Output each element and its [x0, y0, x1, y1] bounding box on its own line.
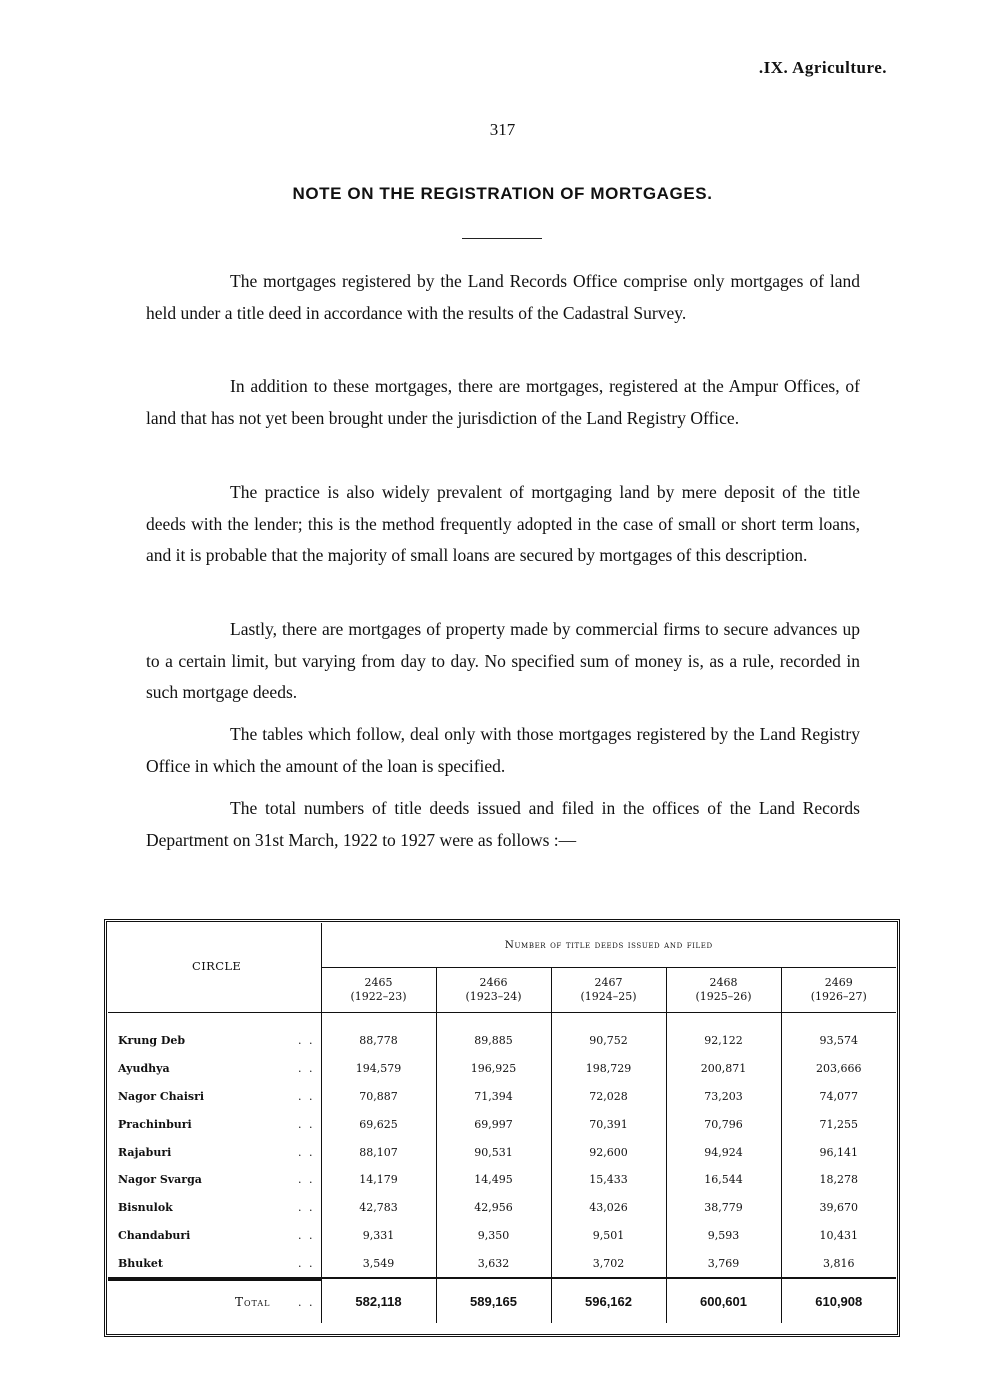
value-cell: 39,670	[781, 1194, 896, 1222]
year-column-header	[321, 968, 436, 1013]
circle-cell	[108, 1110, 321, 1138]
circle-cell	[108, 1194, 321, 1222]
value-cell: 3,816	[781, 1249, 896, 1278]
year-label: 2466	[479, 976, 508, 989]
leader-dots: . .	[285, 1280, 321, 1323]
table-spacer-row	[108, 1013, 896, 1028]
value-cell: 88,778	[321, 1027, 436, 1055]
value-cell: 42,783	[321, 1194, 436, 1222]
value-cell: 72,028	[551, 1083, 666, 1111]
value-cell: 38,779	[666, 1194, 781, 1222]
value-cell: 71,394	[436, 1083, 551, 1111]
leader-dots: . .	[298, 1201, 315, 1215]
value-cell: 9,501	[551, 1222, 666, 1250]
table-row	[108, 1194, 896, 1222]
total-value-cell: 596,162	[551, 1278, 666, 1323]
value-cell: 9,331	[321, 1222, 436, 1250]
circle-cell	[108, 1083, 321, 1111]
circle-cell	[108, 1055, 321, 1083]
year-column-header	[551, 968, 666, 1013]
circle-cell	[108, 1249, 321, 1278]
total-value-cell: 600,601	[666, 1278, 781, 1323]
paragraph-1: The mortgages registered by the Land Records Office comprise only mortgages of land held under a title deed in accordance with the results of the Cadastral Survey.	[146, 271, 860, 323]
circle-name: Bhuket	[118, 1256, 163, 1270]
circle-name: Krung Deb	[118, 1034, 186, 1048]
leader-dots: . .	[298, 1145, 315, 1159]
title-divider	[462, 238, 542, 239]
table-row	[108, 1055, 896, 1083]
year-label: 2469	[824, 976, 853, 989]
year-column-header	[436, 968, 551, 1013]
circle-name: Bisnulok	[118, 1201, 173, 1215]
value-cell: 70,887	[321, 1083, 436, 1111]
value-cell: 69,997	[436, 1110, 551, 1138]
value-cell: 9,593	[666, 1222, 781, 1250]
leader-dots: . .	[298, 1117, 315, 1131]
total-value-cell: 582,118	[321, 1278, 436, 1323]
value-cell: 93,574	[781, 1027, 896, 1055]
value-cell: 194,579	[321, 1055, 436, 1083]
value-cell: 73,203	[666, 1083, 781, 1111]
value-cell: 203,666	[781, 1055, 896, 1083]
value-cell: 90,752	[551, 1027, 666, 1055]
table-row	[108, 1027, 896, 1055]
value-cell: 94,924	[666, 1138, 781, 1166]
value-cell: 200,871	[666, 1055, 781, 1083]
year-period-label: (1926–27)	[810, 990, 867, 1003]
value-cell: 18,278	[781, 1166, 896, 1194]
year-column-header	[781, 968, 896, 1013]
total-label-cell	[108, 1278, 321, 1323]
value-cell: 96,141	[781, 1138, 896, 1166]
year-column-header	[666, 968, 781, 1013]
value-cell: 9,350	[436, 1222, 551, 1250]
value-cell: 3,769	[666, 1249, 781, 1278]
value-cell: 14,495	[436, 1166, 551, 1194]
paragraph-3: The practice is also widely prevalent of mortgaging land by mere deposit of the title deeds with the lender; this is the method frequently adopted in the case of small or short term loans, and it is probable that the majority of small loans are secured by mortgages of this description.	[146, 482, 860, 565]
circle-cell	[108, 1222, 321, 1250]
value-cell: 42,956	[436, 1194, 551, 1222]
value-cell: 92,122	[666, 1027, 781, 1055]
leader-dots: . .	[298, 1173, 315, 1187]
table-row	[108, 1138, 896, 1166]
circle-name: Chandaburi	[118, 1228, 191, 1242]
paragraph-2: In addition to these mortgages, there are mortgages, registered at the Ampur Offices, of land that has not yet been brought under the jurisdiction of the Land Registry Office.	[146, 376, 860, 428]
value-cell: 198,729	[551, 1055, 666, 1083]
paragraph-4: Lastly, there are mortgages of property made by commercial firms to secure advances up to a certain limit, but varying from day to day. No specified sum of money is, as a rule, recorded in such mortgage deeds.	[146, 619, 860, 702]
title-deeds-table	[108, 923, 896, 1323]
circle-name: Nagor Svarga	[118, 1173, 202, 1187]
circle-name: Prachinburi	[118, 1117, 192, 1131]
circle-cell	[108, 1138, 321, 1166]
value-cell: 92,600	[551, 1138, 666, 1166]
year-period-label: (1924–25)	[580, 990, 637, 1003]
value-cell: 88,107	[321, 1138, 436, 1166]
value-cell: 70,796	[666, 1110, 781, 1138]
year-label: 2468	[709, 976, 738, 989]
table-row	[108, 1083, 896, 1111]
paragraph-5: The tables which follow, deal only with those mortgages registered by the Land Registry Office in which the amount of the loan is specified.	[146, 724, 860, 776]
page-number: 317	[489, 120, 516, 139]
leader-dots: . .	[298, 1034, 315, 1048]
circle-name: Rajaburi	[118, 1145, 172, 1159]
value-cell: 15,433	[551, 1166, 666, 1194]
value-cell: 3,549	[321, 1249, 436, 1278]
table-row	[108, 1222, 896, 1250]
value-cell: 3,632	[436, 1249, 551, 1278]
page-title: NOTE ON THE REGISTRATION OF MORTGAGES.	[292, 184, 713, 203]
leader-dots: . .	[298, 1062, 315, 1076]
value-cell: 43,026	[551, 1194, 666, 1222]
value-cell: 90,531	[436, 1138, 551, 1166]
value-cell: 74,077	[781, 1083, 896, 1111]
table-row	[108, 1166, 896, 1194]
circle-name: Ayudhya	[118, 1062, 170, 1076]
total-value-cell: 589,165	[436, 1278, 551, 1323]
circle-column-header: CIRCLE	[192, 959, 242, 973]
table-row	[108, 1249, 896, 1278]
value-cell: 16,544	[666, 1166, 781, 1194]
year-period-label: (1925–26)	[695, 990, 752, 1003]
deeds-group-header: Number of title deeds issued and filed	[321, 923, 896, 968]
total-value-cell: 610,908	[781, 1278, 896, 1323]
value-cell: 70,391	[551, 1110, 666, 1138]
year-label: 2465	[364, 976, 393, 989]
table-row	[108, 1110, 896, 1138]
value-cell: 196,925	[436, 1055, 551, 1083]
year-label: 2467	[594, 976, 623, 989]
value-cell: 10,431	[781, 1222, 896, 1250]
section-header: .IX. Agriculture.	[758, 58, 887, 77]
value-cell: 14,179	[321, 1166, 436, 1194]
value-cell: 71,255	[781, 1110, 896, 1138]
year-period-label: (1922–23)	[350, 990, 407, 1003]
leader-dots: . .	[298, 1256, 315, 1270]
value-cell: 3,702	[551, 1249, 666, 1278]
paragraph-6: The total numbers of title deeds issued and filed in the offices of the Land Records Department on 31st March, 1922 to 1927 were as follows :—	[146, 798, 860, 850]
leader-dots: . .	[298, 1228, 315, 1242]
circle-cell	[108, 1027, 321, 1055]
total-row	[108, 1278, 896, 1323]
year-period-label: (1923–24)	[465, 990, 522, 1003]
leader-dots: . .	[298, 1089, 315, 1103]
total-label: Total	[108, 1280, 285, 1323]
circle-cell	[108, 1166, 321, 1194]
value-cell: 89,885	[436, 1027, 551, 1055]
circle-name: Nagor Chaisri	[118, 1089, 205, 1103]
value-cell: 69,625	[321, 1110, 436, 1138]
